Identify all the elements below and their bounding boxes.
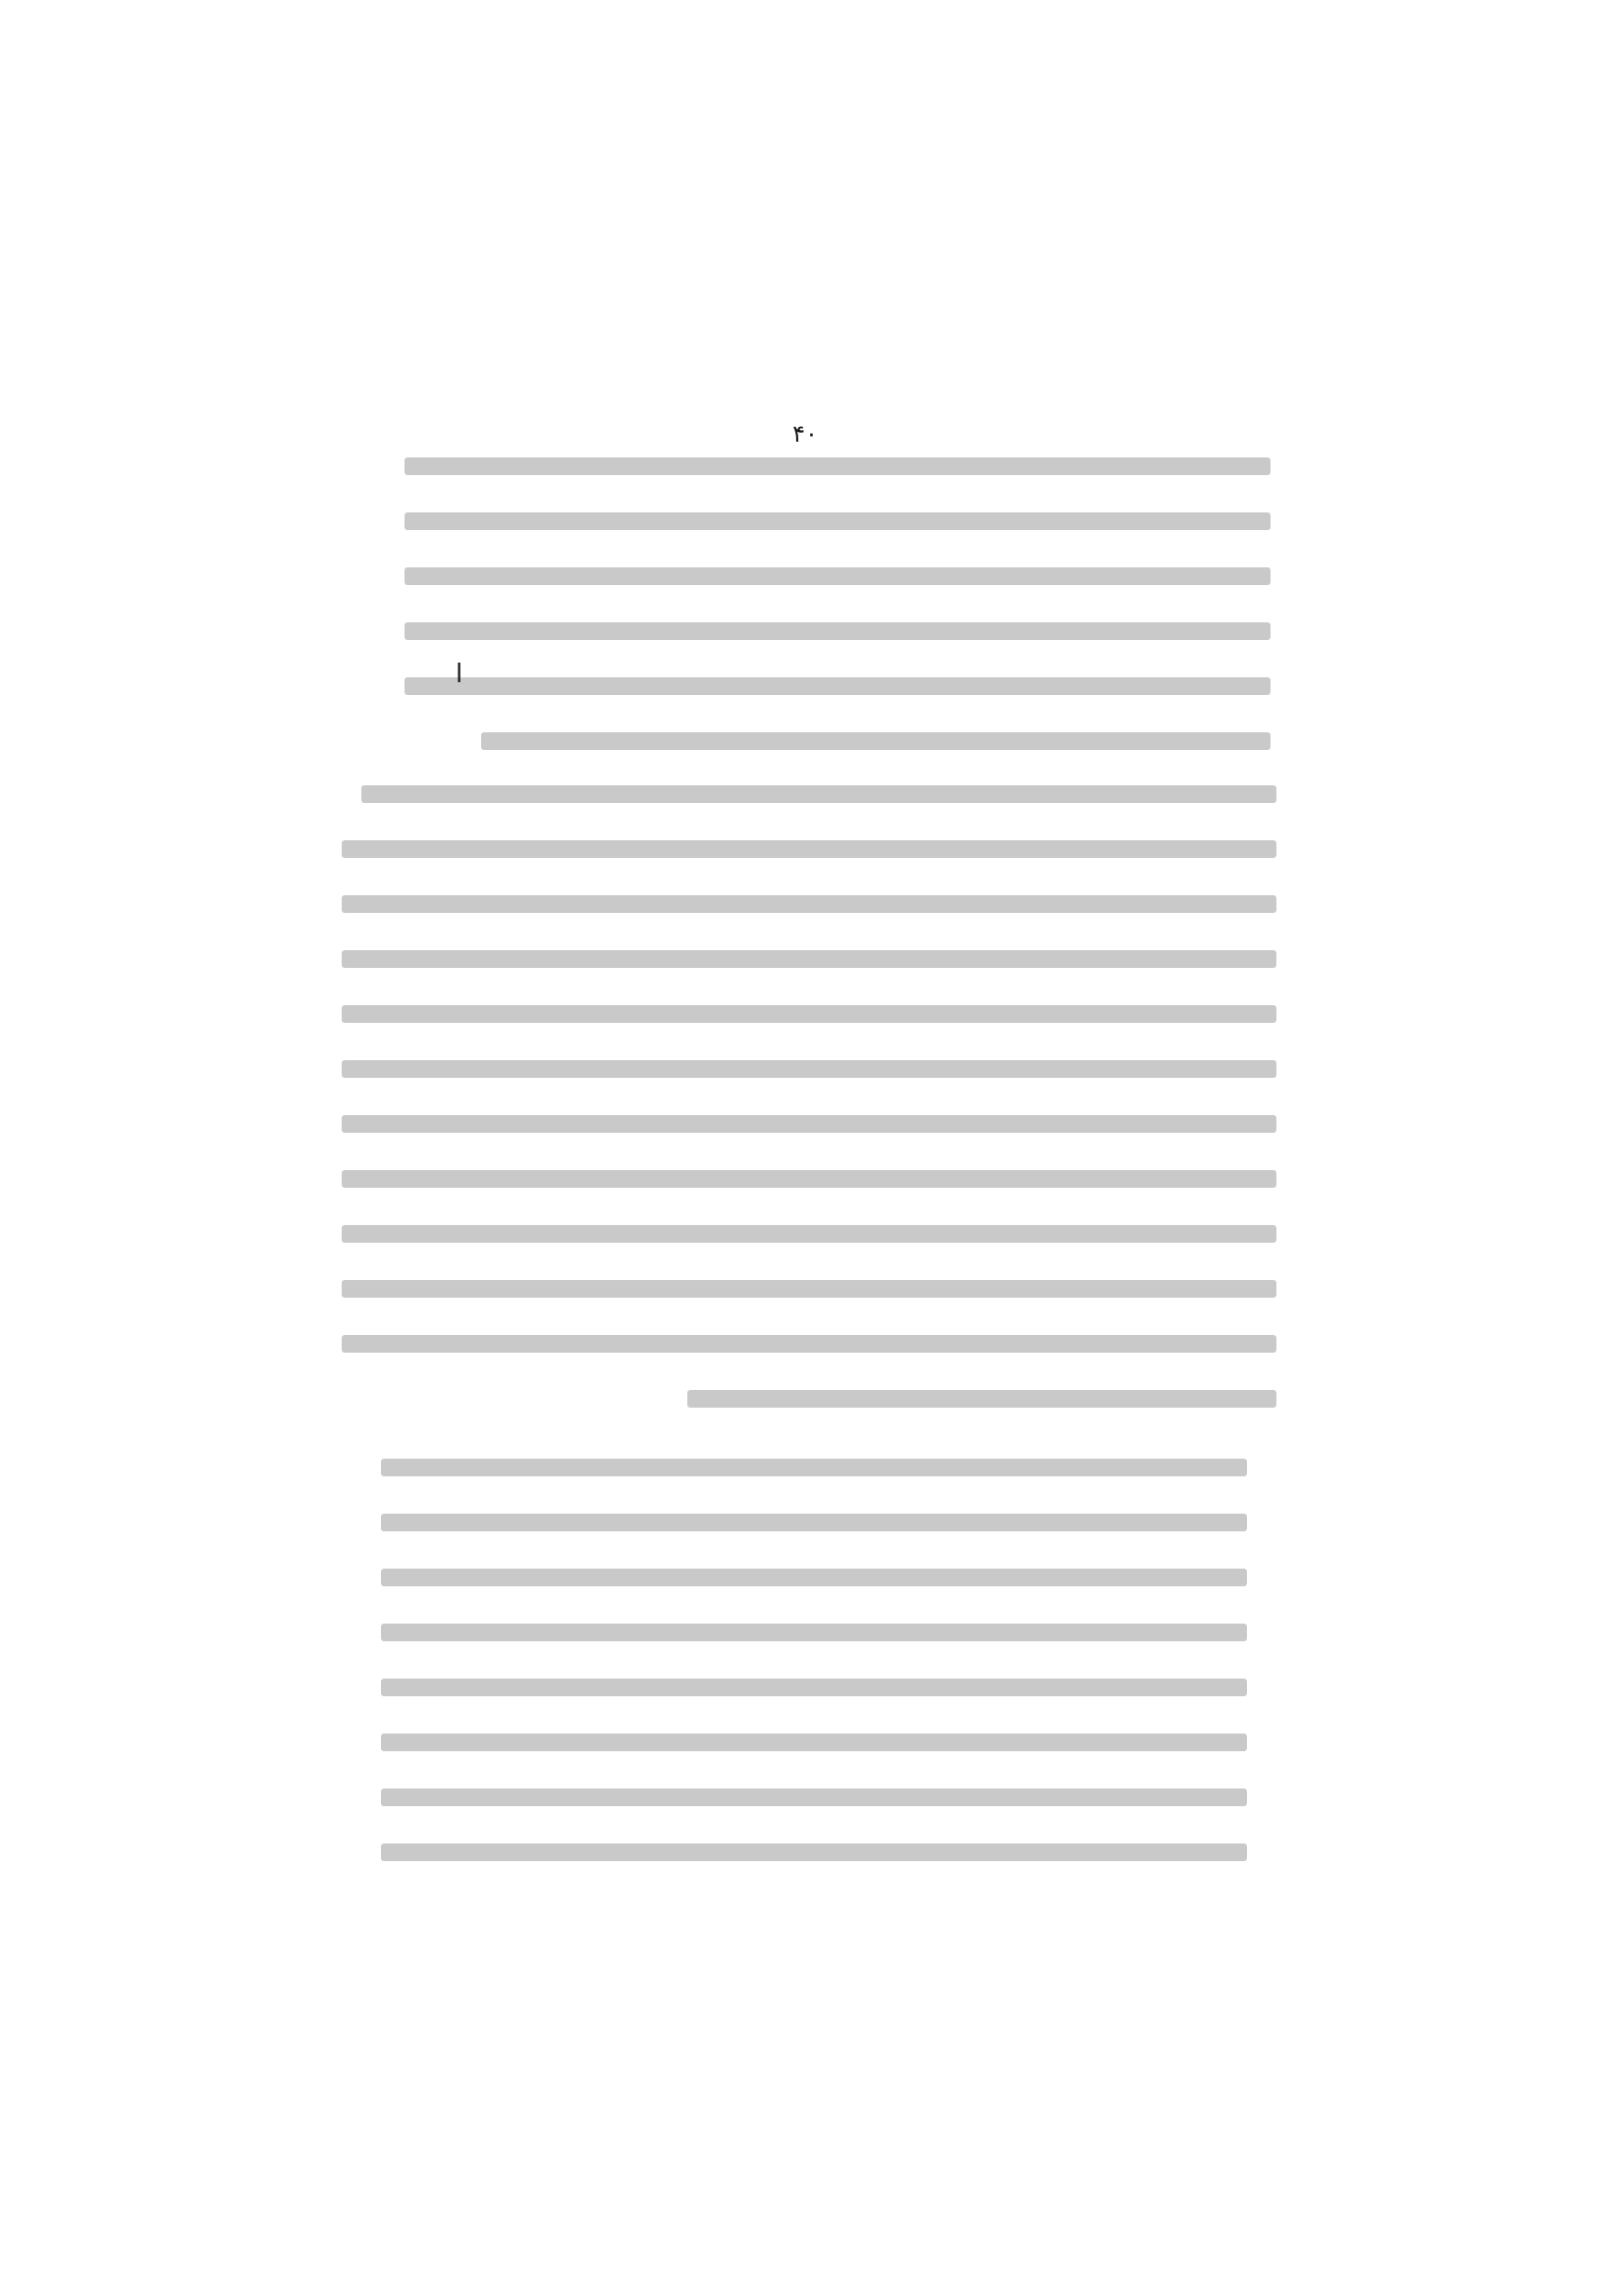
page-number: ۴۰ [792,420,818,448]
footnote-marker: ا [456,660,463,689]
